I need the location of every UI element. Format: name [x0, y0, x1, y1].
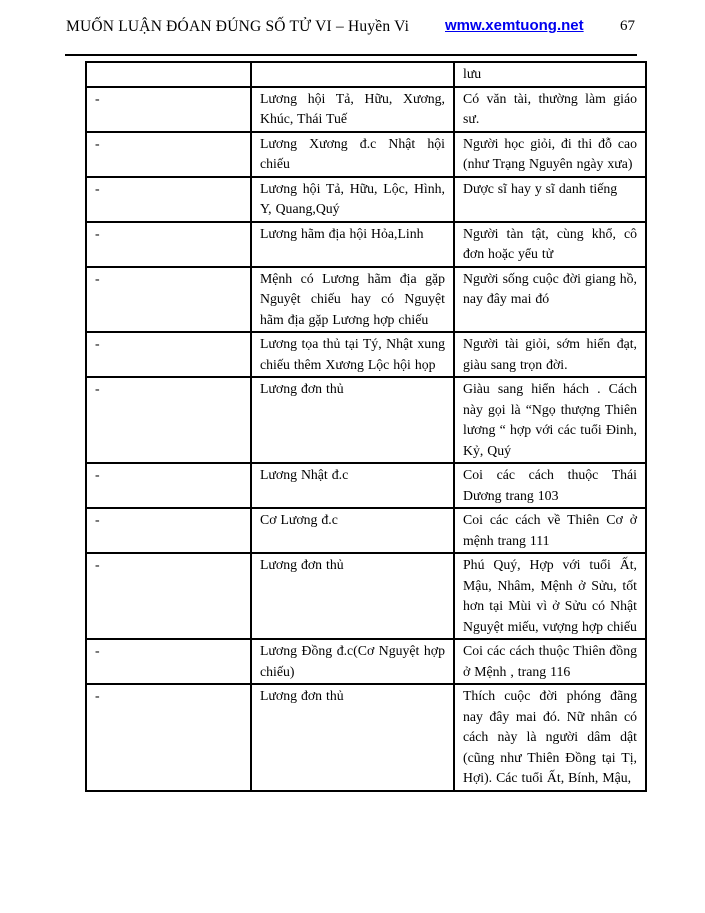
cell-marker: -: [86, 377, 251, 463]
table-row: [86, 553, 646, 639]
table-row: [86, 87, 646, 132]
cell-marker: -: [86, 508, 251, 553]
cell-pattern: Lương tọa thủ tại Tý, Nhật xung chiếu thêm Xương Lộc hội họp: [251, 332, 454, 377]
cell-meaning: Người sống cuộc đời giang hồ, nay đây mai đó: [454, 267, 646, 333]
cell-meaning: Giàu sang hiển hách . Cách này gọi là “Ngọ thượng Thiên lương “ hợp với các tuổi Đinh, Kỷ, Quý: [454, 377, 646, 463]
table-row: [86, 463, 646, 508]
table-row: [86, 177, 646, 222]
header-divider: [65, 54, 637, 56]
cell-meaning: Dược sĩ hay y sĩ danh tiếng: [454, 177, 646, 222]
cell-pattern: Mệnh có Lương hãm địa gặp Nguyệt chiếu hay có Nguyệt hãm địa gặp Lương hợp chiếu: [251, 267, 454, 333]
page-title: MUỐN LUẬN ĐÓAN ĐÚNG SỐ TỬ VI – Huyền Vi: [66, 18, 410, 35]
cell-pattern: Lương Đồng đ.c(Cơ Nguyệt hợp chiếu): [251, 639, 454, 684]
table-row: [86, 267, 646, 333]
cell-pattern: Lương đơn thủ: [251, 684, 454, 791]
cell-marker: -: [86, 463, 251, 508]
cell-marker: -: [86, 553, 251, 639]
content-table: [85, 61, 647, 792]
cell-marker: -: [86, 639, 251, 684]
table-row: [86, 132, 646, 177]
table-body: [86, 62, 646, 791]
cell-pattern: Lương Nhật đ.c: [251, 463, 454, 508]
page-number: 67: [620, 18, 635, 34]
cell-pattern: Lương hội Tả, Hữu, Xương, Khúc, Thái Tuế: [251, 87, 454, 132]
table-row: [86, 222, 646, 267]
cell-marker: -: [86, 684, 251, 791]
cell-meaning: Coi các cách thuộc Thiên đồng ở Mệnh , trang 116: [454, 639, 646, 684]
cell-marker: -: [86, 87, 251, 132]
cell-pattern: Lương đơn thủ: [251, 377, 454, 463]
cell-marker: [86, 62, 251, 87]
cell-meaning: Có văn tài, thường làm giáo sư.: [454, 87, 646, 132]
cell-pattern: Lương hội Tả, Hữu, Lộc, Hình, Y, Quang,Quý: [251, 177, 454, 222]
cell-meaning: Người tàn tật, cùng khổ, cô đơn hoặc yểu tử: [454, 222, 646, 267]
cell-meaning: Thích cuộc đời phóng đãng nay đây mai đó. Nữ nhân có cách này là người dâm dật (cũng như Thiên Đồng tại Tị, Hợi). Các tuổi Ất, Bính, Mậu,: [454, 684, 646, 791]
cell-marker: -: [86, 267, 251, 333]
cell-marker: -: [86, 222, 251, 267]
cell-marker: -: [86, 332, 251, 377]
cell-meaning: Người tài giỏi, sớm hiển đạt, giàu sang trọn đời.: [454, 332, 646, 377]
cell-marker: -: [86, 132, 251, 177]
table-row: [86, 377, 646, 463]
cell-meaning: Phú Quý, Hợp với tuổi Ất, Mậu, Nhâm, Mệnh ở Sửu, tốt hơn tại Mùi vì ở Sửu có Nhật Nguyệt miếu, vượng hợp chiếu: [454, 553, 646, 639]
cell-pattern: Lương đơn thủ: [251, 553, 454, 639]
site-link[interactable]: wmw.xemtuong.net: [445, 17, 584, 34]
cell-meaning: Coi các cách thuộc Thái Dương trang 103: [454, 463, 646, 508]
table-row: [86, 332, 646, 377]
table-row: [86, 62, 646, 87]
cell-pattern: Lương hãm địa hội Hỏa,Linh: [251, 222, 454, 267]
table-row: [86, 508, 646, 553]
cell-meaning: lưu: [454, 62, 646, 87]
table-row: [86, 639, 646, 684]
cell-marker: -: [86, 177, 251, 222]
cell-pattern: Cơ Lương đ.c: [251, 508, 454, 553]
cell-meaning: Coi các cách về Thiên Cơ ở mệnh trang 111: [454, 508, 646, 553]
cell-meaning: Người học giỏi, đi thi đỗ cao (như Trạng Nguyên ngày xưa): [454, 132, 646, 177]
cell-pattern: Lương Xương đ.c Nhật hội chiếu: [251, 132, 454, 177]
cell-pattern: [251, 62, 454, 87]
table-row: [86, 684, 646, 791]
